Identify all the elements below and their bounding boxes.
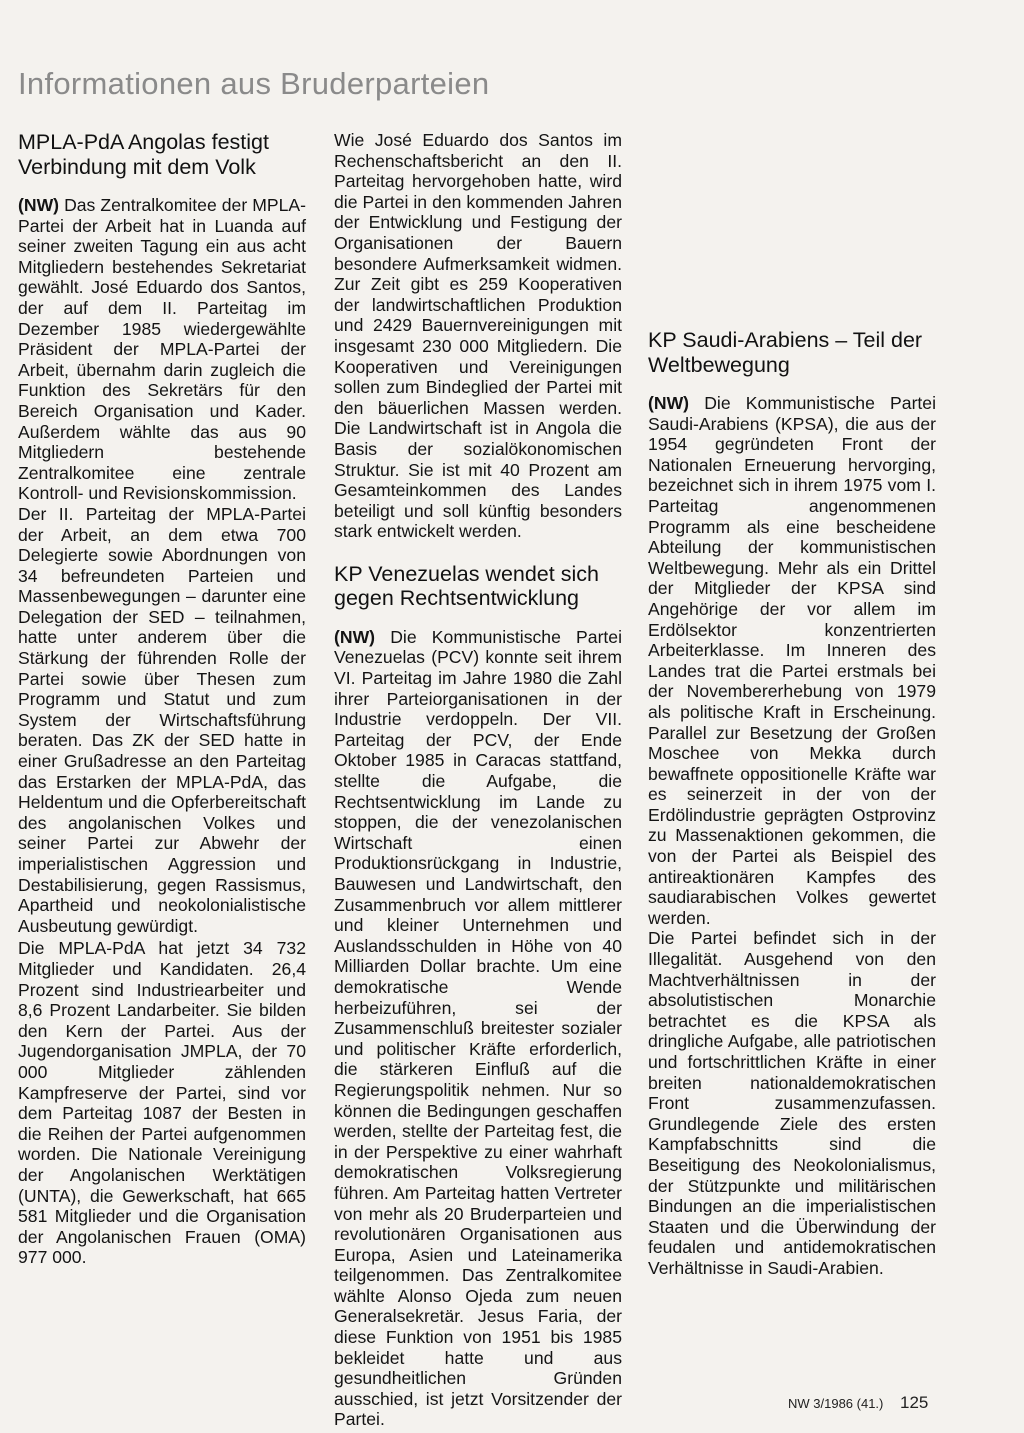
column-1 xyxy=(18,130,306,1268)
source-tag: (NW) xyxy=(648,393,690,413)
article-3-paragraph-1 xyxy=(648,393,936,928)
article-1-paragraph-2: Der II. Parteitag der MPLA-Partei der Arbeit, an dem etwa 700 Delegierte sowie Abordnungen von 34 befreundeten Parteien und Massenbewegungen – darunter eine Delegation der SED – teilnahmen, hatte unter anderem über die Stärkung der führenden Rolle der Partei sowie über Thesen zum Programm und Statut und zum System der Wirtschaftsführung beraten. Das ZK der SED hatte in einer Grußadresse an den Parteitag das Erstarken der MPLA-PdA, das Heldentum und die Opferbereitschaft des angolanischen Volkes und seiner Partei zur Abwehr der imperialistischen Aggression und Destabilisierung, gegen Rassismus, Apartheid und neokolonialistische Ausbeutung gewürdigt. xyxy=(18,503,306,936)
source-tag: (NW) xyxy=(334,626,376,647)
column-3 xyxy=(648,328,936,1279)
section-title: Informationen aus Bruderparteien xyxy=(18,66,490,101)
article-1-paragraph-1 xyxy=(18,195,306,504)
column-2-main xyxy=(334,130,623,1430)
issue-label: NW 3/1986 (41.) xyxy=(788,1396,884,1411)
article-3-headline: KP Saudi-Arabiens – Teil der Weltbewegung xyxy=(648,328,923,377)
article-1-headline: MPLA-PdA Angolas festigt Verbindung mit dem Volk xyxy=(18,130,269,179)
article-2-headline: KP Venezuelas wendet sich gegen Rechtsentwicklung xyxy=(334,561,599,611)
article-1-paragraph-3: Die MPLA-PdA hat jetzt 34 732 Mitglieder und Kandidaten. 26,4 Prozent sind Industriearbeiter und 8,6 Prozent Landarbeiter. Sie bilden den Kern der Partei. Aus der Jugendorganisation JMPLA, der 70 000 Mitglieder zählenden Kampfreserve der Partei, sind vor dem Parteitag 1087 der Besten in die Reihen der Partei aufgenommen worden. Die Nationale Vereinigung der Angolanischen Werktätigen (UNTA), die Gewerkschaft, hat 665 581 Mitglieder und die Organisation der Angolanischen Frauen (OMA) 977 000. xyxy=(18,938,306,1268)
article-1-text-1: Das Zentralkomitee der MPLA-Partei der Arbeit hat in Luanda auf seiner zweiten Tagung ein aus acht Mitgliedern bestehendes Sekretariat gewählt. José Eduardo dos Santos, der auf dem II. Parteitag im Dezember 1985 wiedergewählte Präsident der MPLA-Partei der Arbeit, übernahm darin zugleich die Funktion des Sekretärs für den Bereich Organisation und Kader. Außerdem wählte das aus 90 Mitgliedern bestehende Zentralkomitee eine zentrale Kontroll- und Revisionskommission. xyxy=(18,195,306,504)
article-2-text-1: Die Kommunistische Partei Venezuelas (PCV) konnte seit ihrem VI. Parteitag im Jahre 1980 die Zahl ihrer Parteiorganisationen in der Industrie verdoppeln. Der VII. Parteitag der PCV, der Ende Oktober 1985 in Caracas stattfand, stellte die Aufgabe, die Rechtsentwicklung im Lande zu stoppen, die der venezolanischen Wirtschaft einen Produktionsrückgang in Industrie, Bauwesen und Landwirtschaft, den Zusammenbruch vor allem mittlerer und kleiner Unternehmen und Auslandsschulden in Höhe von 40 Milliarden Dollar brachte. Um eine demokratische Wende herbeizuführen, sei der Zusammenschluß breitester sozialer und politischer Kräfte erforderlich, die stärkeren Einfluß auf die Regierungspolitik nehmen. Nur so können die Bedingungen geschaffen werden, stellte der Parteitag fest, die in der Perspektive zu einer wahrhaft demokratischen Volksregierung führen. Am Parteitag hatten Vertreter von mehr als 20 Bruderparteien und revolutionären Organisationen aus Europa, Asien und Lateinamerika teilgenommen. Das Zentralkomitee wählte Alonso Ojeda zum neuen Generalsekretär. Jesus Faria, der diese Funktion von 1951 bis 1985 bekleidet hatte und aus gesundheitlichen Gründen ausschied, ist jetzt Vorsitzender der Partei. xyxy=(334,626,623,1430)
article-1-paragraph-4: Wie José Eduardo dos Santos im Rechenschaftsbericht an den II. Parteitag hervorgehoben hatte, wird die Partei in den kommenden Jahren der Entwicklung und Festigung der Organisationen der Bauern besondere Aufmerksamkeit widmen. Zur Zeit gibt es 259 Kooperativen der landwirtschaftlichen Produktion und 2429 Bauernvereinigungen mit insgesamt 230 000 Mitgliedern. Die Kooperativen und Vereinigungen sollen zum Bindeglied der Partei mit den bäuerlichen Massen werden. Die Landwirtschaft ist in Angola die Basis der sozialökonomischen Struktur. Sie ist mit 40 Prozent am Gesamteinkommen des Landes beteiligt und soll künftig besonders stark entwickelt werden. xyxy=(334,130,622,542)
article-3-paragraph-2: Die Partei befindet sich in der Illegalität. Ausgehend von den Machtverhältnissen in der absolutistischen Monarchie betrachtet es die KPSA als dringliche Aufgabe, alle patriotischen und fortschrittlichen Kräfte in einer breiten nationaldemokratischen Front zusammenzufassen. Grundlegende Ziele des ersten Kampfabschnitts sind die Beseitigung des Neokolonialismus, der Stützpunkte und militärischen Bindungen an die imperialistischen Staaten und die Überwindung der feudalen und antidemokratischen Verhältnisse in Saudi-Arabien. xyxy=(648,928,936,1278)
source-tag: (NW) xyxy=(18,195,60,215)
article-3-text-1: Die Kommunistische Partei Saudi-Arabiens (KPSA), die aus der 1954 gegründeten Front der Nationalen Erneuerung hervorging, bezeichnet sich in ihrem 1975 vom I. Parteitag angenommenen Programm als eine bescheidene Abteilung der kommunistischen Weltbewegung. Mehr als ein Drittel der Mitglieder der KPSA sind Angehörige der vor allem im Erdölsektor konzentrierten Arbeiterklasse. Im Inneren des Landes trat die Partei erstmals bei der Novembererhebung von 1979 als politische Kraft in Erscheinung. Parallel zur Besetzung der Großen Moschee von Mekka durch bewaffnete oppositionelle Kräfte war es seinerzeit in der von der Erdölindustrie geprägten Ostprovinz zu Massenaktionen gekommen, die von der Partei als Beispiel des antireaktionären Kampfes des saudiarabischen Volkes gewertet werden. xyxy=(648,393,937,928)
page-number: 125 xyxy=(900,1393,929,1412)
article-2-paragraph-1 xyxy=(334,627,622,1430)
